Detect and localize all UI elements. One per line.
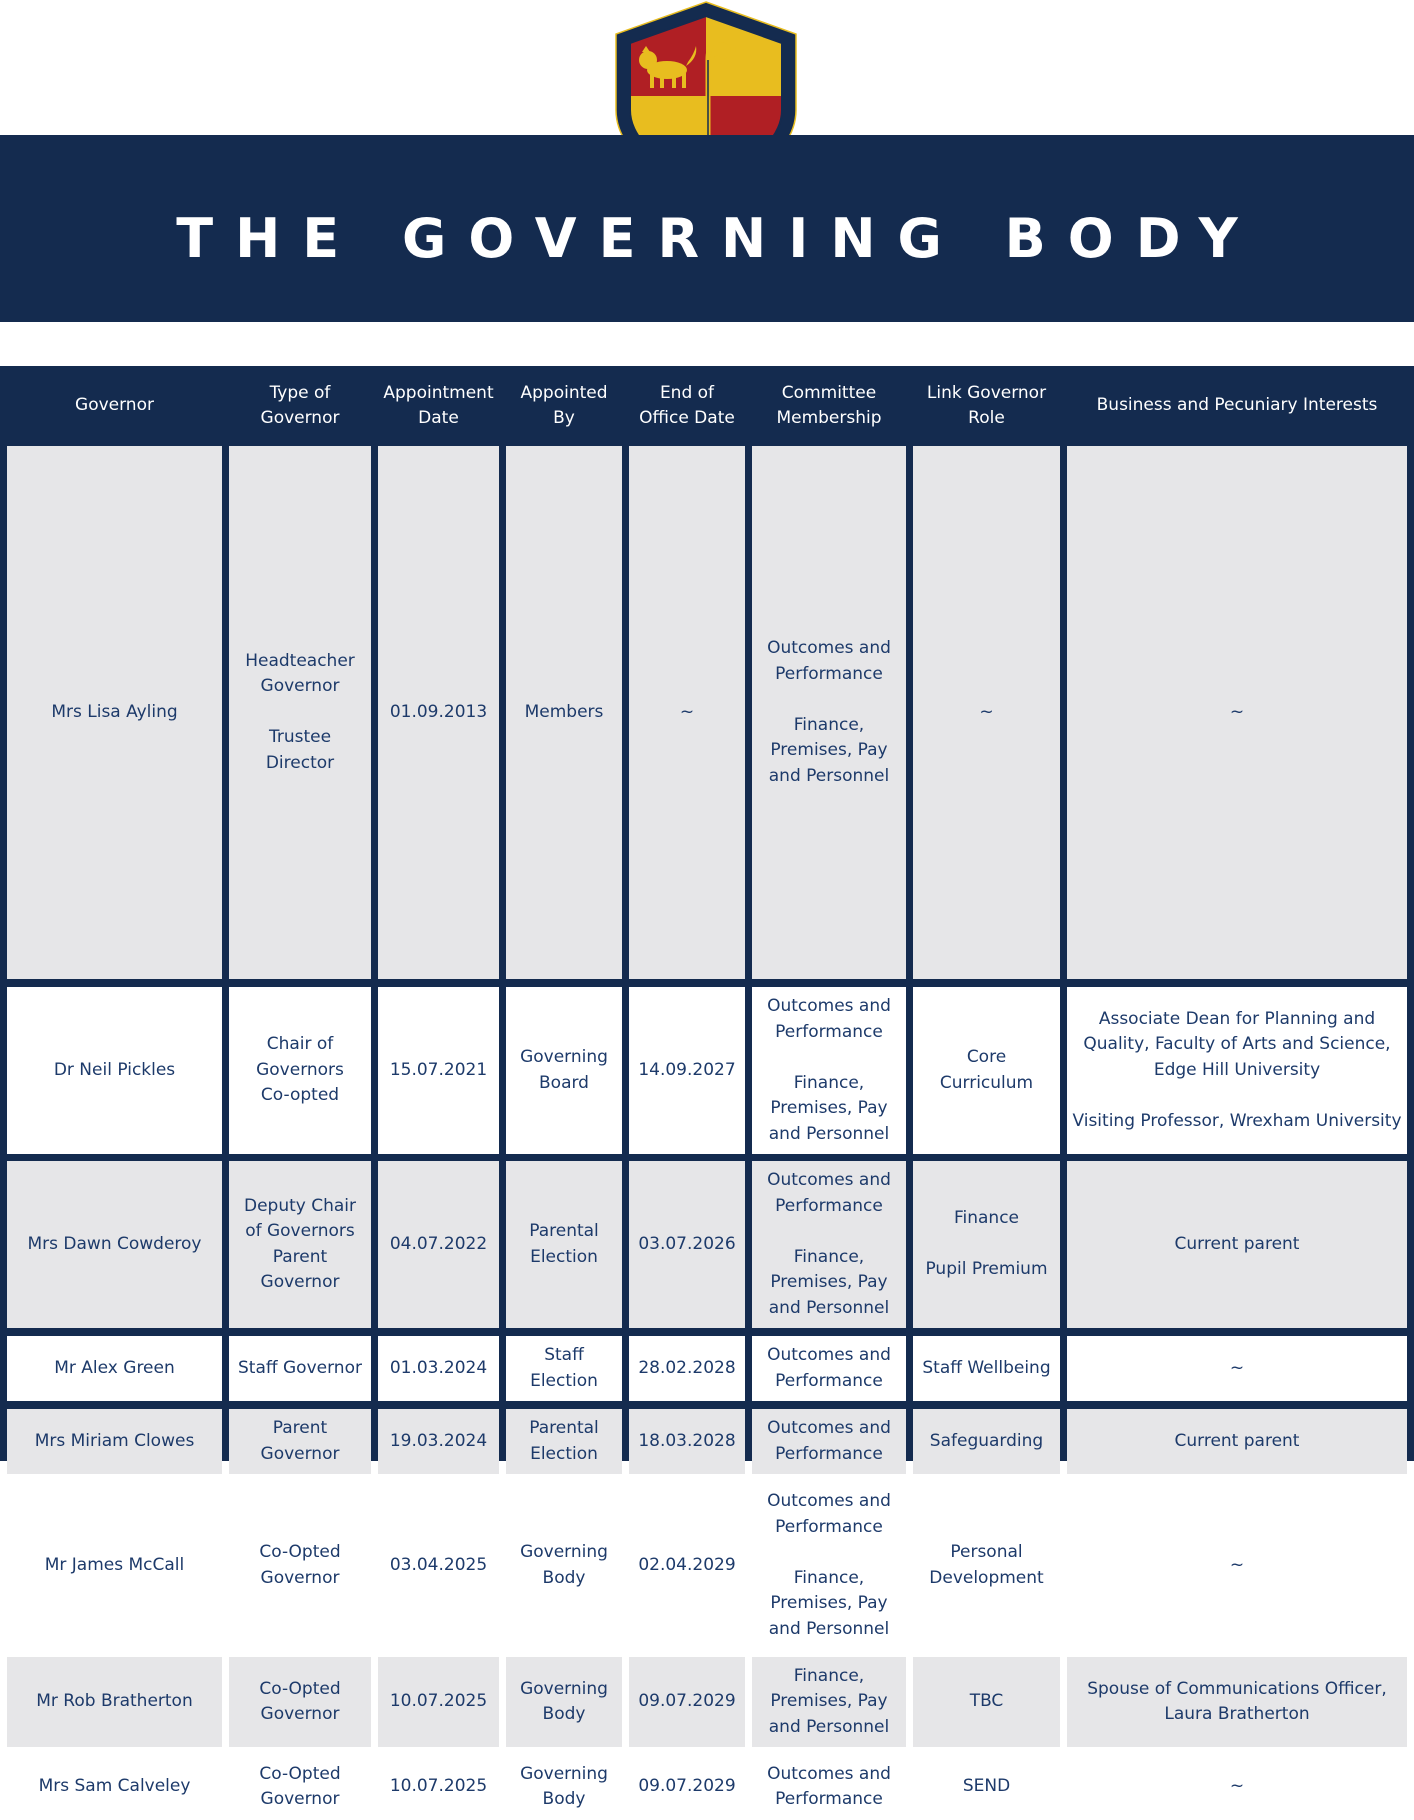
cell-link-role: SEND xyxy=(913,1754,1060,1820)
header-appointed-by: Appointed By xyxy=(520,382,608,428)
cell-appointment-date: 03.04.2025 xyxy=(378,1482,499,1649)
cell-type: Headteacher Governor Trustee Director xyxy=(229,446,371,979)
cell-end-of-office-date: 09.07.2029 xyxy=(629,1754,745,1820)
cell-link-role: ~ xyxy=(913,446,1060,979)
page-title: THE GOVERNING BODY xyxy=(176,207,1260,270)
cell-appointed-by: Governing Body xyxy=(506,1657,622,1747)
cell-interests: ~ xyxy=(1067,446,1407,979)
cell-appointed-by: Parental Election xyxy=(506,1409,622,1474)
cell-appointment-date: 10.07.2025 xyxy=(378,1754,499,1820)
cell-end-of-office-date: 28.02.2028 xyxy=(629,1336,745,1401)
cell-appointed-by: Staff Election xyxy=(506,1336,622,1401)
cell-link-role: Personal Development xyxy=(913,1482,1060,1649)
cell-link-role: Finance Pupil Premium xyxy=(913,1161,1060,1328)
cell-end-of-office-date: 18.03.2028 xyxy=(629,1409,745,1474)
cell-governor: Mrs Sam Calveley xyxy=(7,1754,222,1820)
cell-committee: Outcomes and Performance xyxy=(752,1754,906,1820)
cell-appointment-date: 15.07.2021 xyxy=(378,987,499,1154)
header-governor: Governor xyxy=(75,395,154,415)
cell-end-of-office-date: 14.09.2027 xyxy=(629,987,745,1154)
cell-appointed-by: Governing Board xyxy=(506,987,622,1154)
cell-governor: Mrs Lisa Ayling xyxy=(7,446,222,979)
cell-appointment-date: 10.07.2025 xyxy=(378,1657,499,1747)
header-appointment-date: Appointment Date xyxy=(383,382,494,428)
cell-committee: Outcomes and Performance Finance, Premises, Pay and Personnel xyxy=(752,446,906,979)
cell-governor: Mr Rob Bratherton xyxy=(7,1657,222,1747)
cell-committee: Finance, Premises, Pay and Personnel xyxy=(752,1657,906,1747)
cell-committee: Outcomes and Performance Finance, Premises, Pay and Personnel xyxy=(752,1482,906,1649)
cell-type: Co-Opted Governor xyxy=(229,1754,371,1820)
cell-committee: Outcomes and Performance xyxy=(752,1409,906,1474)
cell-appointed-by: Governing Body xyxy=(506,1754,622,1820)
cell-type: Chair of Governors Co-opted xyxy=(229,987,371,1154)
cell-interests: Current parent xyxy=(1067,1161,1407,1328)
cell-interests: ~ xyxy=(1067,1336,1407,1401)
header-end-of-office-date: End of Office Date xyxy=(639,382,735,428)
cell-type: Deputy Chair of Governors Parent Governor xyxy=(229,1161,371,1328)
cell-governor: Mrs Miriam Clowes xyxy=(7,1409,222,1474)
cell-governor: Mrs Dawn Cowderoy xyxy=(7,1161,222,1328)
cell-appointment-date: 19.03.2024 xyxy=(378,1409,499,1474)
cell-interests: ~ xyxy=(1067,1482,1407,1649)
cell-end-of-office-date: 09.07.2029 xyxy=(629,1657,745,1747)
cell-appointment-date: 04.07.2022 xyxy=(378,1161,499,1328)
cell-link-role: Staff Wellbeing xyxy=(913,1336,1060,1401)
cell-governor: Mr James McCall xyxy=(7,1482,222,1649)
cell-link-role: TBC xyxy=(913,1657,1060,1747)
cell-governor: Dr Neil Pickles xyxy=(7,987,222,1154)
cell-committee: Outcomes and Performance Finance, Premises, Pay and Personnel xyxy=(752,1161,906,1328)
cell-type: Staff Governor xyxy=(229,1336,371,1401)
cell-link-role: Safeguarding xyxy=(913,1409,1060,1474)
cell-end-of-office-date: 03.07.2026 xyxy=(629,1161,745,1328)
cell-governor: Mr Alex Green xyxy=(7,1336,222,1401)
governors-table xyxy=(0,366,1414,1809)
header-type: Type of Governor xyxy=(260,382,340,428)
cell-type: Co-Opted Governor xyxy=(229,1482,371,1649)
cell-appointment-date: 01.03.2024 xyxy=(378,1336,499,1401)
cell-appointed-by: Members xyxy=(506,446,622,979)
cell-end-of-office-date: ~ xyxy=(629,446,745,979)
cell-type: Parent Governor xyxy=(229,1409,371,1474)
header-link-role: Link Governor Role xyxy=(926,382,1047,428)
cell-link-role: Core Curriculum xyxy=(913,987,1060,1154)
cell-appointed-by: Parental Election xyxy=(506,1161,622,1328)
cell-interests: Spouse of Communications Officer, Laura Bratherton xyxy=(1067,1657,1407,1747)
cell-committee: Outcomes and Performance Finance, Premises, Pay and Personnel xyxy=(752,987,906,1154)
cell-type: Co-Opted Governor xyxy=(229,1657,371,1747)
cell-interests: Associate Dean for Planning and Quality, Faculty of Arts and Science, Edge Hill University Visiting Professor, Wrexham University xyxy=(1067,987,1407,1154)
header-committee: Committee Membership xyxy=(776,382,882,428)
cell-appointed-by: Governing Body xyxy=(506,1482,622,1649)
cell-committee: Outcomes and Performance xyxy=(752,1336,906,1401)
cell-end-of-office-date: 02.04.2029 xyxy=(629,1482,745,1649)
cell-interests: Current parent xyxy=(1067,1409,1407,1474)
cell-interests: ~ xyxy=(1067,1754,1407,1820)
header-interests: Business and Pecuniary Interests xyxy=(1096,395,1378,415)
cell-appointment-date: 01.09.2013 xyxy=(378,446,499,979)
